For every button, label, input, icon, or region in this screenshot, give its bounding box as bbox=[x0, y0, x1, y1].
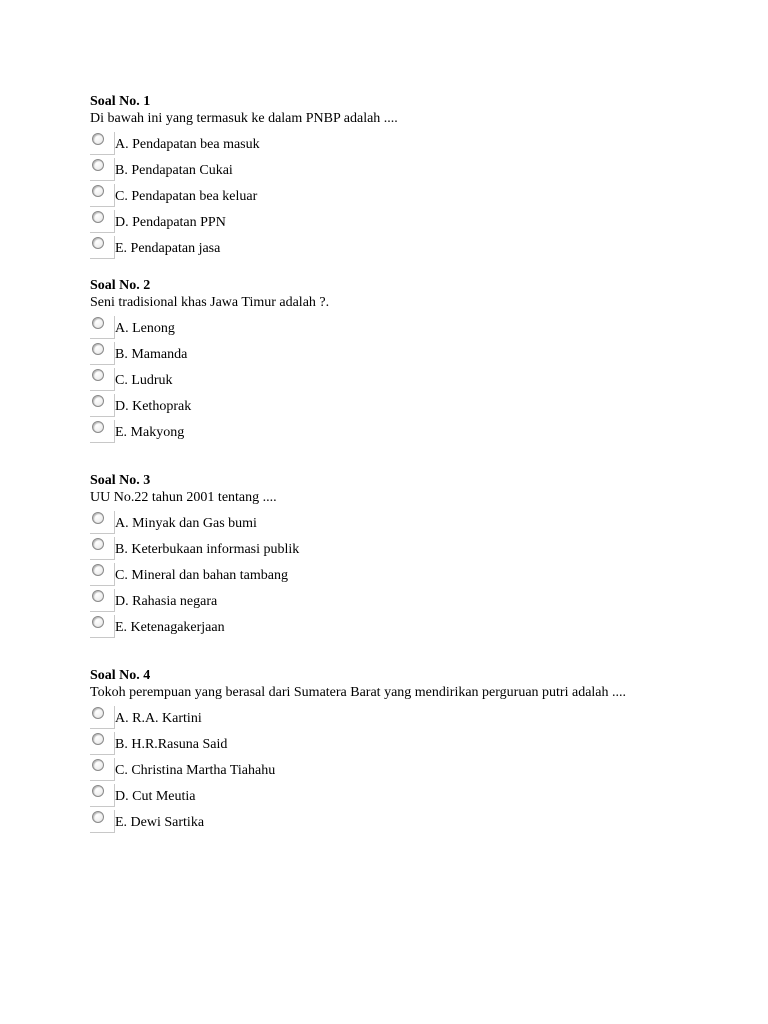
options-list bbox=[90, 316, 730, 446]
option-c[interactable] bbox=[90, 184, 730, 210]
option-e[interactable] bbox=[90, 810, 730, 836]
option-a[interactable] bbox=[90, 316, 730, 342]
option-b[interactable] bbox=[90, 342, 730, 368]
option-label[interactable]: E. Dewi Sartika bbox=[115, 815, 205, 830]
radio-button[interactable] bbox=[92, 707, 104, 719]
option-label[interactable]: D. Rahasia negara bbox=[115, 594, 218, 609]
option-d[interactable] bbox=[90, 784, 730, 810]
option-c[interactable] bbox=[90, 563, 730, 589]
question-2 bbox=[90, 277, 730, 446]
option-b[interactable] bbox=[90, 158, 730, 184]
radio-button[interactable] bbox=[92, 590, 104, 602]
option-label[interactable]: A. Pendapatan bea masuk bbox=[115, 137, 260, 152]
radio-button[interactable] bbox=[92, 733, 104, 745]
radio-button[interactable] bbox=[92, 512, 104, 524]
option-a[interactable] bbox=[90, 132, 730, 158]
option-c[interactable] bbox=[90, 368, 730, 394]
radio-button[interactable] bbox=[92, 785, 104, 797]
radio-button[interactable] bbox=[92, 185, 104, 197]
question-1 bbox=[90, 93, 730, 262]
radio-button[interactable] bbox=[92, 759, 104, 771]
options-list bbox=[90, 132, 730, 262]
option-c[interactable] bbox=[90, 758, 730, 784]
option-label[interactable]: D. Kethoprak bbox=[115, 399, 192, 414]
question-text: Tokoh perempuan yang berasal dari Sumatera Barat yang mendirikan perguruan putri adalah .... bbox=[90, 685, 627, 700]
option-label[interactable]: A. R.A. Kartini bbox=[115, 711, 202, 726]
radio-button[interactable] bbox=[92, 395, 104, 407]
option-b[interactable] bbox=[90, 537, 730, 563]
radio-button[interactable] bbox=[92, 211, 104, 223]
option-label[interactable]: A. Minyak dan Gas bumi bbox=[115, 516, 257, 531]
question-title: Soal No. 3 bbox=[90, 473, 151, 488]
question-text: Di bawah ini yang termasuk ke dalam PNBP adalah .... bbox=[90, 111, 398, 126]
option-label[interactable]: A. Lenong bbox=[115, 321, 175, 336]
question-3 bbox=[90, 472, 730, 641]
option-label[interactable]: E. Ketenagakerjaan bbox=[115, 620, 225, 635]
option-a[interactable] bbox=[90, 706, 730, 732]
radio-button[interactable] bbox=[92, 564, 104, 576]
option-a[interactable] bbox=[90, 511, 730, 537]
option-label[interactable]: C. Ludruk bbox=[115, 373, 173, 388]
option-d[interactable] bbox=[90, 589, 730, 615]
option-e[interactable] bbox=[90, 615, 730, 641]
radio-button[interactable] bbox=[92, 811, 104, 823]
option-label[interactable]: D. Pendapatan PPN bbox=[115, 215, 226, 230]
option-e[interactable] bbox=[90, 420, 730, 446]
question-4 bbox=[90, 667, 730, 836]
question-title: Soal No. 1 bbox=[90, 94, 151, 109]
radio-button[interactable] bbox=[92, 616, 104, 628]
option-e[interactable] bbox=[90, 236, 730, 262]
option-label[interactable]: C. Pendapatan bea keluar bbox=[115, 189, 258, 204]
question-title: Soal No. 4 bbox=[90, 668, 151, 683]
option-label[interactable]: B. Pendapatan Cukai bbox=[115, 163, 233, 178]
option-label[interactable]: B. Mamanda bbox=[115, 347, 188, 362]
question-title: Soal No. 2 bbox=[90, 278, 151, 293]
option-d[interactable] bbox=[90, 210, 730, 236]
question-text: Seni tradisional khas Jawa Timur adalah ?. bbox=[90, 295, 330, 310]
option-label[interactable]: E. Pendapatan jasa bbox=[115, 241, 221, 256]
option-d[interactable] bbox=[90, 394, 730, 420]
option-label[interactable]: E. Makyong bbox=[115, 425, 185, 440]
option-label[interactable]: B. Keterbukaan informasi publik bbox=[115, 542, 300, 557]
option-label[interactable]: C. Christina Martha Tiahahu bbox=[115, 763, 276, 778]
option-label[interactable]: C. Mineral dan bahan tambang bbox=[115, 568, 289, 583]
option-label[interactable]: B. H.R.Rasuna Said bbox=[115, 737, 228, 752]
radio-button[interactable] bbox=[92, 369, 104, 381]
radio-button[interactable] bbox=[92, 538, 104, 550]
option-b[interactable] bbox=[90, 732, 730, 758]
radio-button[interactable] bbox=[92, 237, 104, 249]
radio-button[interactable] bbox=[92, 133, 104, 145]
option-label[interactable]: D. Cut Meutia bbox=[115, 789, 196, 804]
radio-button[interactable] bbox=[92, 343, 104, 355]
radio-button[interactable] bbox=[92, 421, 104, 433]
options-list bbox=[90, 511, 730, 641]
question-text: UU No.22 tahun 2001 tentang .... bbox=[90, 490, 277, 505]
options-list bbox=[90, 706, 730, 836]
radio-button[interactable] bbox=[92, 159, 104, 171]
radio-button[interactable] bbox=[92, 317, 104, 329]
